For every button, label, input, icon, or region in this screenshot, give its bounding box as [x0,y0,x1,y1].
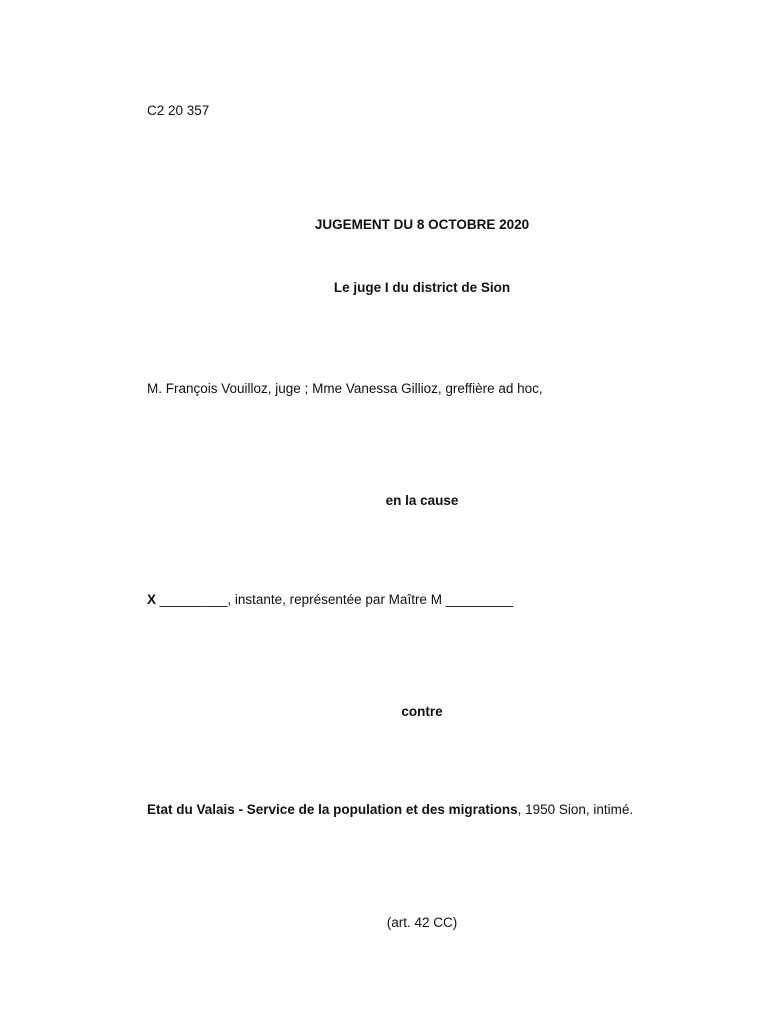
party-one [147,592,513,608]
party-two-details: , 1950 Sion, intimé. [517,802,634,817]
judgment-title: JUGEMENT DU 8 OCTOBRE 2020 [314,217,530,232]
court-name: Le juge I du district de Sion [333,280,511,295]
party-one-name: X [147,592,157,607]
court-composition: M. François Vouilloz, juge ; Mme Vanessa Gillioz, greffière ad hoc, [147,381,543,396]
party-one-details: _________, instante, représentée par Maître M _________ [156,592,514,607]
case-reference: C2 20 357 [147,103,210,118]
party-two-name: Etat du Valais - Service de la population et des migrations [147,802,518,817]
party-two [147,802,633,818]
versus-heading: contre [401,704,443,719]
cause-heading: en la cause [385,493,459,508]
article-reference: (art. 42 CC) [386,915,458,930]
